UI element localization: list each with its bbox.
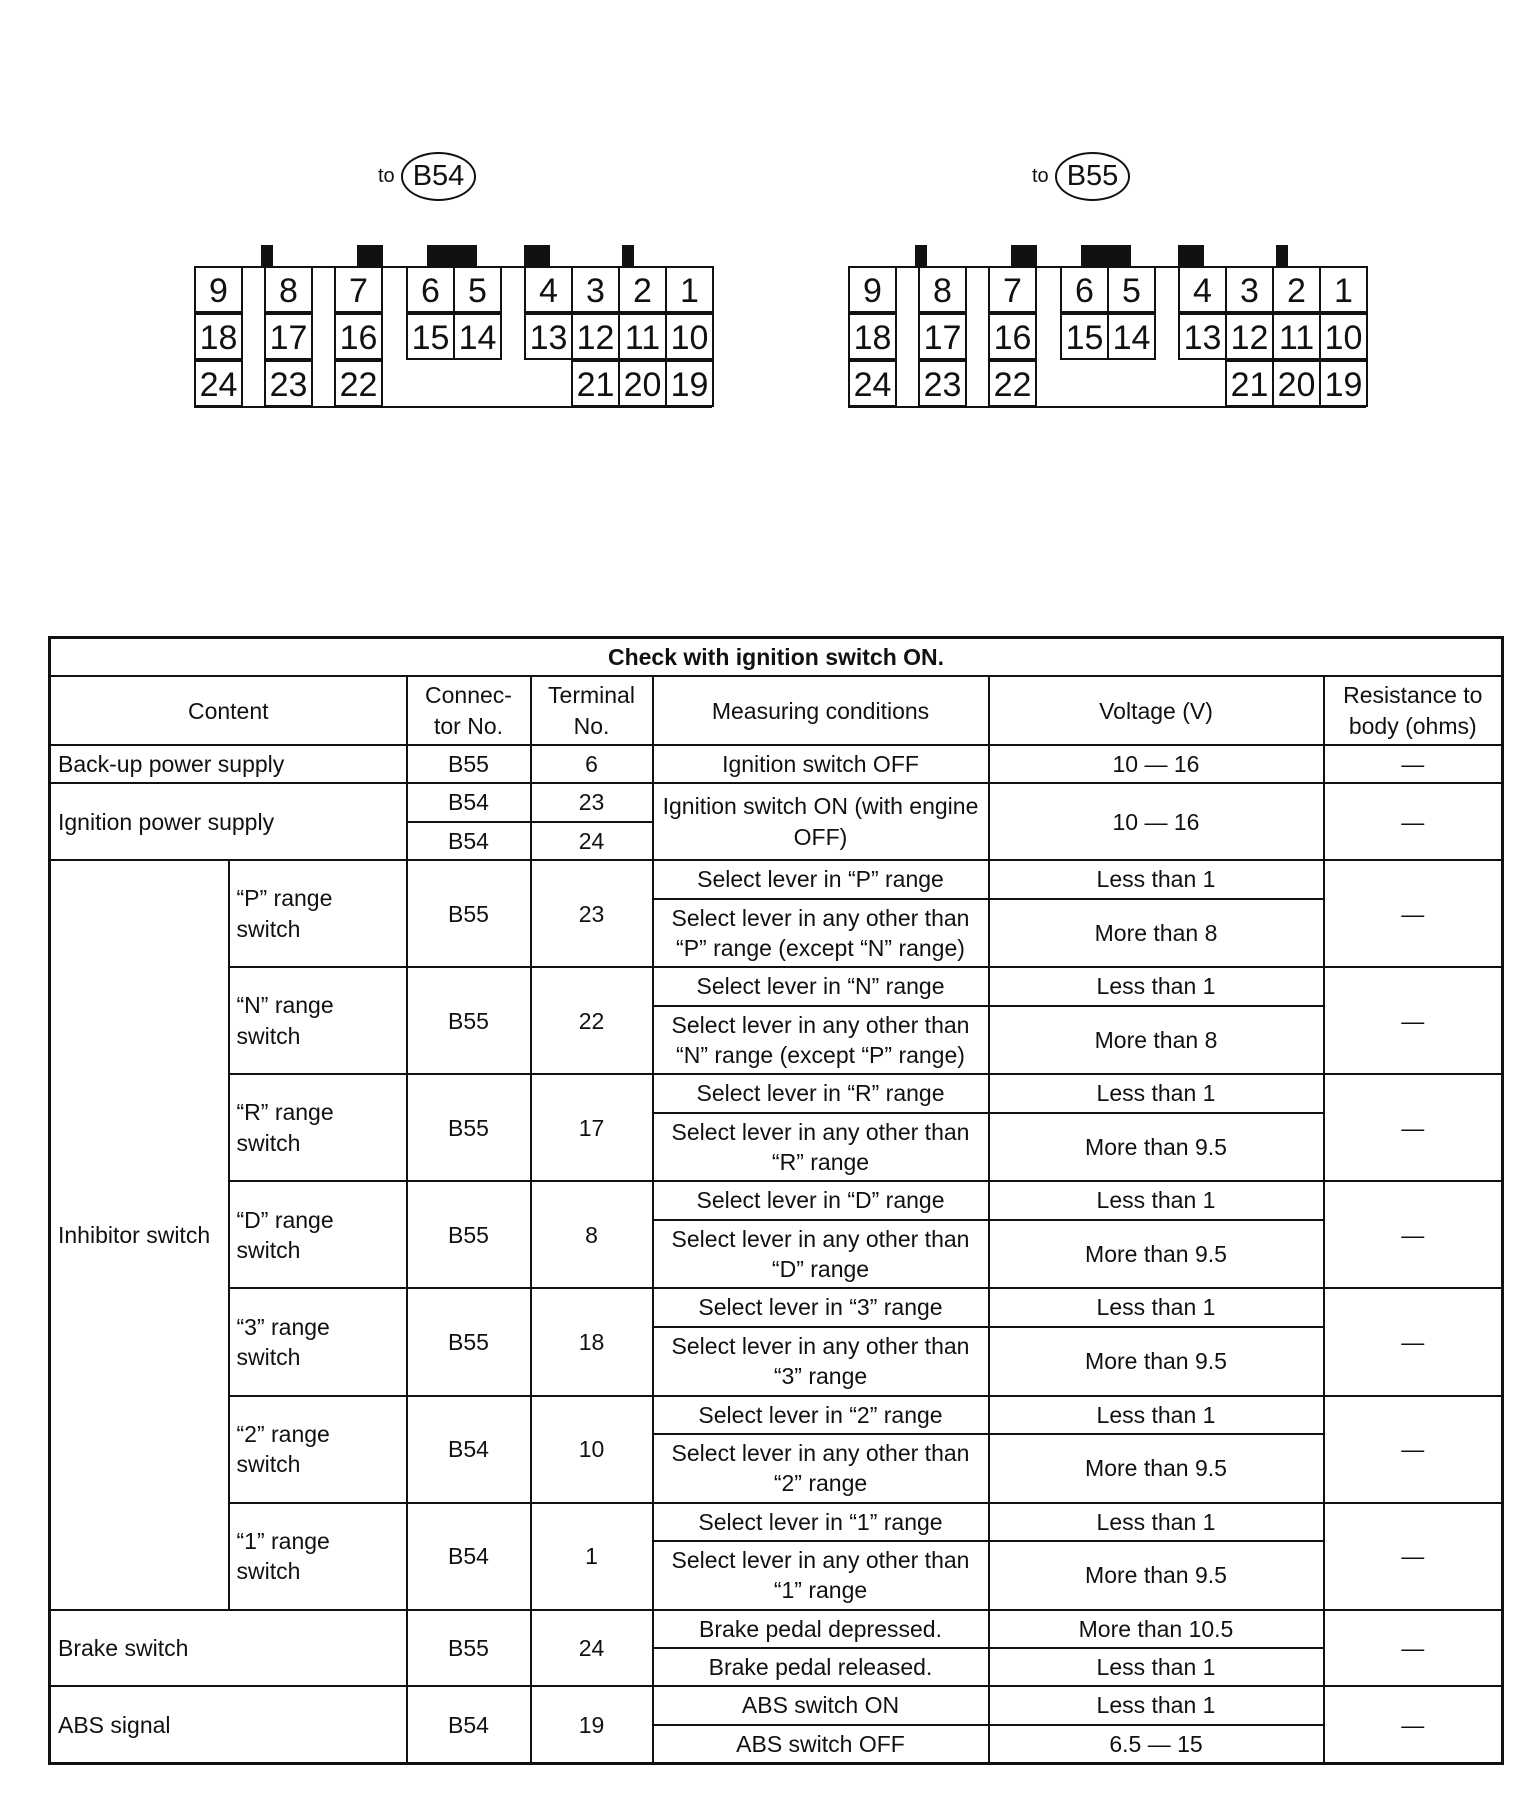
row-voltage: More than 8 xyxy=(989,1006,1324,1075)
pin-number: 21 xyxy=(576,366,615,404)
connector-diagram-b55 xyxy=(848,245,1368,415)
row-voltage: Less than 1 xyxy=(989,1181,1324,1219)
table-row xyxy=(50,1074,1503,1112)
pin-number: 15 xyxy=(411,319,450,357)
pin-number: 2 xyxy=(633,272,652,310)
row-voltage: More than 9.5 xyxy=(989,1220,1324,1289)
connector-key-tab xyxy=(427,245,477,267)
pin-number: 10 xyxy=(1324,319,1363,357)
pin-number: 23 xyxy=(923,366,962,404)
pin-number: 19 xyxy=(1324,366,1363,404)
connector-name-badge: B54 xyxy=(401,152,477,201)
row-connector: B55 xyxy=(407,1181,531,1288)
group-label: Inhibitor switch xyxy=(50,860,229,1610)
connector-key-tab xyxy=(915,245,927,267)
row-connector: B54 xyxy=(407,1396,531,1503)
row-content: ABS signal xyxy=(50,1686,407,1763)
row-terminal: 19 xyxy=(531,1686,653,1763)
pin-number: 4 xyxy=(539,272,558,310)
row-resistance: — xyxy=(1324,1686,1503,1763)
row-voltage: Less than 1 xyxy=(989,1686,1324,1724)
pin-number: 17 xyxy=(923,319,962,357)
row-condition: Select lever in any other than “1” range xyxy=(653,1541,989,1610)
connector-label-b54 xyxy=(378,152,476,201)
row-voltage: Less than 1 xyxy=(989,860,1324,898)
pin-number: 24 xyxy=(853,366,892,404)
pin-number: 3 xyxy=(1240,272,1259,310)
row-terminal: 22 xyxy=(531,967,653,1074)
connector-label-prefix: to xyxy=(1032,165,1049,187)
row-connector: B55 xyxy=(407,1610,531,1687)
row-condition: Select lever in “R” range xyxy=(653,1074,989,1112)
inspection-table xyxy=(48,636,1504,1765)
header-conditions: Measuring conditions xyxy=(653,676,989,745)
row-resistance: — xyxy=(1324,967,1503,1074)
row-voltage: More than 9.5 xyxy=(989,1434,1324,1503)
row-terminal: 17 xyxy=(531,1074,653,1181)
row-condition: Select lever in “P” range xyxy=(653,860,989,898)
row-content: Brake switch xyxy=(50,1610,407,1687)
table-row xyxy=(50,1181,1503,1219)
table-row xyxy=(50,1686,1503,1724)
row-connector: B54 xyxy=(407,1686,531,1763)
row-terminal: 10 xyxy=(531,1396,653,1503)
pin-number: 5 xyxy=(1122,272,1141,310)
row-condition: Ignition switch ON (with engine OFF) xyxy=(653,783,989,860)
connector-key-tab xyxy=(1011,245,1037,267)
pin-number: 13 xyxy=(529,319,568,357)
pin-number: 1 xyxy=(1334,272,1353,310)
pin-number: 3 xyxy=(586,272,605,310)
row-voltage: More than 9.5 xyxy=(989,1327,1324,1396)
pin-number: 4 xyxy=(1193,272,1212,310)
pin-number: 8 xyxy=(279,272,298,310)
row-condition: Select lever in any other than “R” range xyxy=(653,1113,989,1182)
row-voltage: More than 8 xyxy=(989,899,1324,968)
row-condition: Select lever in any other than “N” range (except “P” range) xyxy=(653,1006,989,1075)
row-voltage: Less than 1 xyxy=(989,1074,1324,1112)
pin-number: 23 xyxy=(269,366,308,404)
connector-key-tab xyxy=(1178,245,1204,267)
row-condition: Select lever in “D” range xyxy=(653,1181,989,1219)
row-condition: Brake pedal depressed. xyxy=(653,1610,989,1648)
connector-label-b55 xyxy=(1032,152,1130,201)
pin-number: 21 xyxy=(1230,366,1269,404)
row-content: Ignition power supply xyxy=(50,783,407,860)
row-resistance: — xyxy=(1324,745,1503,783)
row-voltage: Less than 1 xyxy=(989,1648,1324,1686)
table-row xyxy=(50,783,1503,821)
row-condition: Ignition switch OFF xyxy=(653,745,989,783)
row-voltage: Less than 1 xyxy=(989,967,1324,1005)
row-voltage: 6.5 — 15 xyxy=(989,1725,1324,1764)
pin-number: 7 xyxy=(349,272,368,310)
row-terminal: 23 xyxy=(531,860,653,967)
pin-number: 22 xyxy=(993,366,1032,404)
pin-number: 16 xyxy=(993,319,1032,357)
row-voltage: 10 — 16 xyxy=(989,745,1324,783)
table-row xyxy=(50,967,1503,1005)
pin-number: 13 xyxy=(1183,319,1222,357)
row-voltage: Less than 1 xyxy=(989,1503,1324,1541)
pin-number: 11 xyxy=(1278,319,1315,357)
row-resistance: — xyxy=(1324,860,1503,967)
row-voltage: Less than 1 xyxy=(989,1288,1324,1326)
row-voltage: More than 9.5 xyxy=(989,1541,1324,1610)
connector-diagram-b54 xyxy=(194,245,714,415)
row-resistance: — xyxy=(1324,1074,1503,1181)
row-resistance: — xyxy=(1324,783,1503,860)
row-connector: B55 xyxy=(407,860,531,967)
row-terminal: 23 xyxy=(531,783,653,821)
row-condition: Select lever in any other than “D” range xyxy=(653,1220,989,1289)
row-resistance: — xyxy=(1324,1288,1503,1395)
row-voltage: More than 10.5 xyxy=(989,1610,1324,1648)
row-content: “1” range switch xyxy=(229,1503,407,1610)
pin-number: 7 xyxy=(1003,272,1022,310)
row-terminal: 24 xyxy=(531,822,653,860)
row-content: “2” range switch xyxy=(229,1396,407,1503)
pin-number: 18 xyxy=(199,319,238,357)
row-content: “P” range switch xyxy=(229,860,407,967)
connector-key-tab xyxy=(261,245,273,267)
pin-number: 14 xyxy=(458,319,497,357)
pin-number: 19 xyxy=(670,366,709,404)
row-content: “3” range switch xyxy=(229,1288,407,1395)
row-connector: B55 xyxy=(407,1074,531,1181)
pin-number: 6 xyxy=(421,272,440,310)
row-condition: ABS switch OFF xyxy=(653,1725,989,1764)
row-content: “D” range switch xyxy=(229,1181,407,1288)
table-row xyxy=(50,1396,1503,1434)
pin-number: 16 xyxy=(339,319,378,357)
row-terminal: 1 xyxy=(531,1503,653,1610)
pin-number: 12 xyxy=(1230,319,1269,357)
row-content: “R” range switch xyxy=(229,1074,407,1181)
connector-b55-svg xyxy=(848,245,1368,410)
row-condition: ABS switch ON xyxy=(653,1686,989,1724)
row-terminal: 18 xyxy=(531,1288,653,1395)
pin-number: 20 xyxy=(1277,366,1316,404)
pin-number: 22 xyxy=(339,366,378,404)
pin-number: 14 xyxy=(1112,319,1151,357)
pin-number: 17 xyxy=(269,319,308,357)
row-terminal: 24 xyxy=(531,1610,653,1687)
header-terminal: Terminal No. xyxy=(531,676,653,745)
row-content: “N” range switch xyxy=(229,967,407,1074)
pin-number: 5 xyxy=(468,272,487,310)
pin-number: 2 xyxy=(1287,272,1306,310)
row-connector: B55 xyxy=(407,745,531,783)
row-terminal: 6 xyxy=(531,745,653,783)
row-condition: Select lever in “3” range xyxy=(653,1288,989,1326)
pin-number: 9 xyxy=(863,272,882,310)
row-connector: B54 xyxy=(407,783,531,821)
pin-number: 9 xyxy=(209,272,228,310)
connector-key-tab xyxy=(622,245,634,267)
pin-number: 20 xyxy=(623,366,662,404)
table-row xyxy=(50,1503,1503,1541)
row-connector: B55 xyxy=(407,1288,531,1395)
pin-number: 6 xyxy=(1075,272,1094,310)
pin-number: 12 xyxy=(576,319,615,357)
connector-label-prefix: to xyxy=(378,165,395,187)
header-voltage: Voltage (V) xyxy=(989,676,1324,745)
table-row xyxy=(50,1288,1503,1326)
connector-b54-svg xyxy=(194,245,714,410)
connector-key-tab xyxy=(524,245,550,267)
row-terminal: 8 xyxy=(531,1181,653,1288)
row-resistance: — xyxy=(1324,1610,1503,1687)
row-resistance: — xyxy=(1324,1503,1503,1610)
connector-key-tab xyxy=(1276,245,1288,267)
table-row xyxy=(50,745,1503,783)
row-resistance: — xyxy=(1324,1181,1503,1288)
table-caption: Check with ignition switch ON. xyxy=(50,638,1503,677)
row-content: Back-up power supply xyxy=(50,745,407,783)
row-condition: Select lever in any other than “P” range (except “N” range) xyxy=(653,899,989,968)
row-condition: Select lever in any other than “3” range xyxy=(653,1327,989,1396)
connector-name-badge: B55 xyxy=(1055,152,1131,201)
pin-number: 15 xyxy=(1065,319,1104,357)
pin-number: 8 xyxy=(933,272,952,310)
pin-number: 11 xyxy=(624,319,661,357)
row-condition: Select lever in “N” range xyxy=(653,967,989,1005)
pin-number: 18 xyxy=(853,319,892,357)
connector-key-tab xyxy=(357,245,383,267)
table-row xyxy=(50,860,1503,898)
pin-number: 1 xyxy=(680,272,699,310)
header-content: Content xyxy=(50,676,407,745)
header-resistance: Resistance to body (ohms) xyxy=(1324,676,1503,745)
pin-number: 10 xyxy=(670,319,709,357)
row-connector: B54 xyxy=(407,1503,531,1610)
row-connector: B55 xyxy=(407,967,531,1074)
row-voltage: 10 — 16 xyxy=(989,783,1324,860)
pin-number: 24 xyxy=(199,366,238,404)
row-voltage: More than 9.5 xyxy=(989,1113,1324,1182)
row-connector: B54 xyxy=(407,822,531,860)
row-condition: Select lever in “1” range xyxy=(653,1503,989,1541)
row-condition: Brake pedal released. xyxy=(653,1648,989,1686)
header-connector: Connec- tor No. xyxy=(407,676,531,745)
row-resistance: — xyxy=(1324,1396,1503,1503)
connector-key-tab xyxy=(1081,245,1131,267)
table-row xyxy=(50,1610,1503,1648)
row-condition: Select lever in “2” range xyxy=(653,1396,989,1434)
row-condition: Select lever in any other than “2” range xyxy=(653,1434,989,1503)
row-voltage: Less than 1 xyxy=(989,1396,1324,1434)
